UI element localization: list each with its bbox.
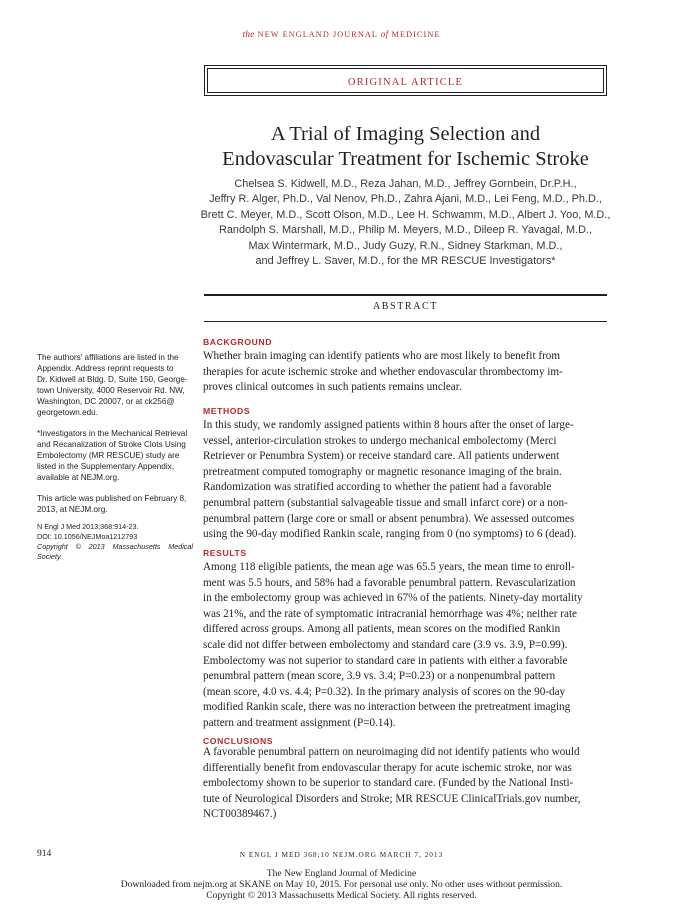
conclusions-text [203,745,608,823]
sidebar-investigators [37,428,193,483]
journal-header-medicine: MEDICINE [391,30,441,39]
sidebar-line: Embolectomy (MR RESCUE) study are [37,451,180,461]
author-line: Max Wintermark, M.D., Judy Guzy, R.N., Sidney Starkman, M.D., [248,239,563,252]
text-line: pattern and treatment assignment (P=0.14). [203,716,396,729]
journal-header-name: NEW ENGLAND JOURNAL [257,30,378,39]
text-line: Randomization was stratified according to whether the patient had a favorable [203,481,552,494]
methods-text [203,418,608,543]
results-text [203,560,608,732]
author-line: Brett C. Meyer, M.D., Scott Olson, M.D., Lee H. Schwamm, M.D., Albert J. Yoo, M.D., [200,208,611,221]
sidebar-line: 2013, at NEJM.org. [37,505,108,515]
text-line: Among 118 eligible patients, the mean age was 65.5 years, the mean time to enroll- [203,561,575,573]
text-line: penumbral pattern (mean score, 3.9 vs. 3.4; P=0.23) or a nonpenumbral pattern [203,670,556,683]
author-list [200,177,611,269]
text-line: therapies for acute ischemic stroke and whether endovascular thrombectomy im- [203,365,563,378]
text-line: differed across groups. Among all patients, mean scores on the modified Rankin [203,623,561,636]
text-line: (mean score, 4.0 vs. 4.4; P=0.32). In the primary analysis of scores on the 90-day [203,685,566,698]
text-line: Whether brain imaging can identify patients who are most likely to benefit from [203,350,561,362]
footer-citation: N ENGL J MED 368;10 NEJM.ORG MARCH 7, 2013 [239,850,444,859]
text-line: modified Rankin scale, there was no interaction between the pretreatment imaging [203,701,571,714]
sidebar-line: The authors' affiliations are listed in the [37,353,179,362]
text-line: scale did not differ between embolectomy and standard care (3.9 vs. 3.9, P=0.99). [203,638,568,651]
sidebar-line: Appendix. Address reprint requests to [37,364,174,374]
sidebar-citation: N Engl J Med 2013;368:914-23. [37,522,139,531]
abstract-label: ABSTRACT [372,301,439,312]
sidebar-line: and Recanalization of Stroke Clots Using [37,440,186,450]
text-line: ment was 5.5 hours, and 58% had a favorable penumbral pattern. Revascularization [203,576,576,589]
sidebar-doi: DOI: 10.1056/NEJMoa1212793 [37,532,138,541]
sidebar-line: available at NEJM.org. [37,473,120,483]
text-line: embolectomy shown to be superior to standard care. (Funded by the National Insti- [203,777,574,790]
text-line: was 21%, and the rate of symptomatic intracranial hemorrhage was 4%; neither rate [203,607,577,620]
sidebar-line: *Investigators in the Mechanical Retrieval [37,429,188,438]
title-line-2: Endovascular Treatment for Ischemic Stroke [222,148,589,170]
text-line: using the 90-day modified Rankin scale, ranging from 0 (no symptoms) to 6 (dead). [203,528,577,541]
text-line: In this study, we randomly assigned patients within 8 hours after the onset of large- [203,419,574,431]
author-line: and Jeffrey L. Saver, M.D., for the MR RESCUE Investigators* [255,255,556,268]
title-line-1: A Trial of Imaging Selection and [270,123,541,145]
text-line: differentially benefit from endovascular therapy for acute ischemic stroke, nor was [203,761,572,774]
author-line: Randolph S. Marshall, M.D., Philip M. Meyers, M.D., Dileep R. Yavagal, M.D., [218,224,593,237]
page-number: 914 [37,849,52,859]
sidebar-copyright: Copyright © 2013 Massachusetts Medical Society. [37,542,193,561]
text-line: penumbral pattern (substantial salvageable tissue and small infarct core) or a non- [203,496,568,509]
sidebar-line: town University, 4000 Reservoir Rd. NW, [37,386,185,396]
sidebar-published [37,493,193,515]
text-line: proves clinical outcomes in such patients remains unclear. [203,381,462,394]
footer-journal-line: The New England Journal of Medicine [266,868,417,879]
sidebar-line: This article was published on February 8, [37,494,187,503]
sidebar-line: Dr. Kidwell at Bldg. D, Suite 150, George- [37,375,188,385]
sidebar-line: georgetown.edu. [37,408,98,418]
sidebar-line: Washington, DC 20007, or at ck256@ [37,397,175,407]
text-line: NCT00389467.) [203,808,277,821]
author-line: Jeffry R. Alger, Ph.D., Val Nenov, Ph.D., Zahra Ajani, M.D., Lei Feng, M.D., Ph.D., [209,193,602,206]
sidebar-citation-block [37,522,193,562]
sidebar-affiliations [37,352,193,419]
author-line: Chelsea S. Kidwell, M.D., Reza Jahan, M.D., Jeffrey Gornbein, Dr.P.H., [234,178,577,190]
text-line: A favorable penumbral pattern on neuroimaging did not identify patients who would [203,746,580,758]
article-type: ORIGINAL ARTICLE [347,77,464,88]
text-line: vessel, anterior-circulation strokes to undergo mechanical embolectomy (Merci [203,434,557,447]
text-line: pretreatment computed tomography or magnetic resonance imaging of the brain. [203,465,562,478]
sidebar-line: listed in the Supplementary Appendix, [37,462,175,472]
background-heading: BACKGROUND [203,337,273,347]
footer-copyright-line: Copyright © 2013 Massachusetts Medical Society. All rights reserved. [206,890,477,901]
text-line: penumbral pattern (large core or small or absent penumbra). We assessed outcomes [203,512,575,525]
results-heading: RESULTS [203,548,247,558]
footer-download-line: Downloaded from nejm.org at SKANE on May 10, 2015. For personal use only. No other uses without permission. [120,879,563,890]
abstract-top-rule [204,294,607,296]
conclusions-heading: CONCLUSIONS [203,736,274,746]
journal-header-the: the [242,29,255,39]
text-line: tute of Neurological Disorders and Stroke; MR RESCUE ClinicalTrials.gov number, [203,792,581,805]
abstract-bottom-rule [204,321,607,322]
text-line: Retriever or Penumbra System) or receive standard care. All patients underwent [203,450,560,463]
article-title [204,122,607,172]
text-line: in the embolectomy group was achieved in 67% of the patients. Ninety-day mortality [203,592,583,605]
text-line: Embolectomy was not superior to standard care in patients with either a favorable [203,654,568,667]
background-text [203,349,608,396]
journal-header-of: of [380,29,389,39]
methods-heading: METHODS [203,406,251,416]
journal-header [0,29,683,39]
